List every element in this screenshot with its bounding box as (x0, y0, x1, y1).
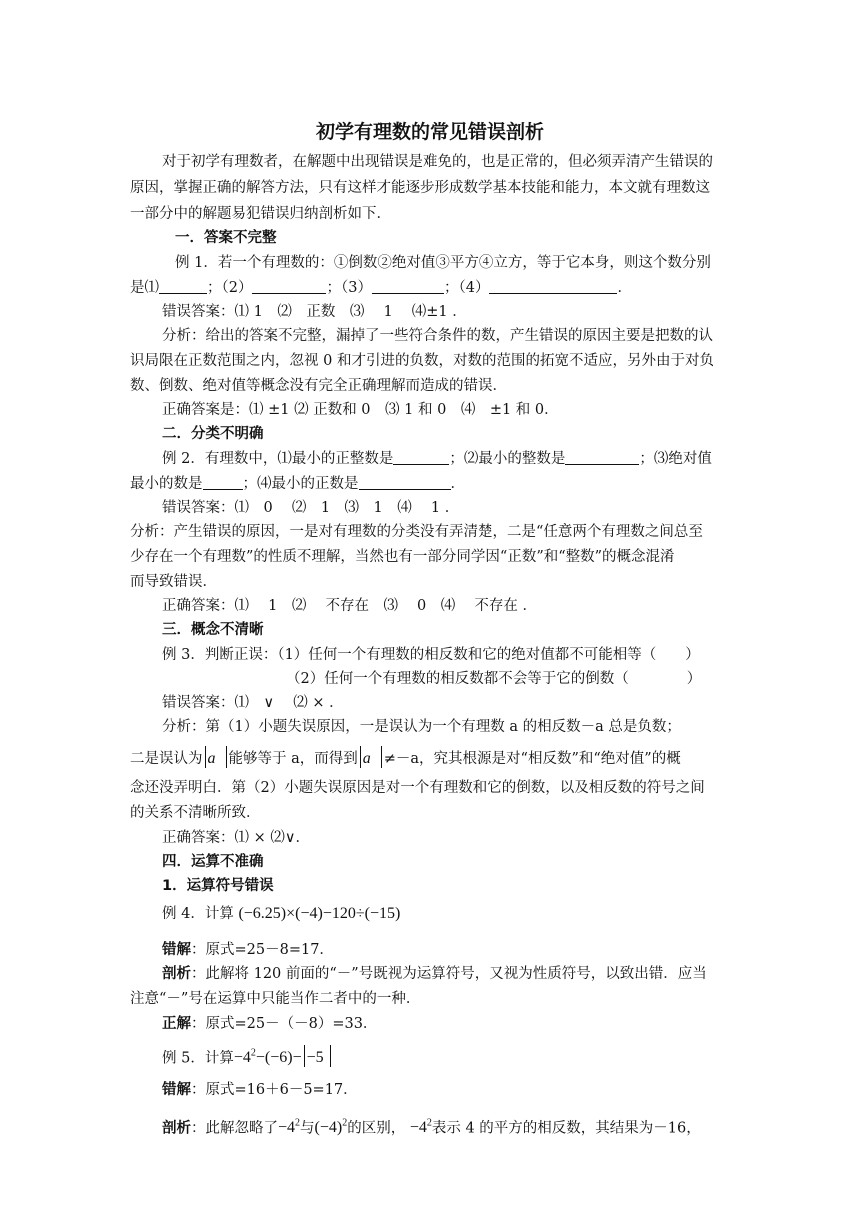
paren-neg4-base: (−4) (314, 1119, 343, 1137)
example-1-part-4: ；（4） (443, 280, 490, 296)
example-3-item-2: （2）任何一个有理数的相反数都不会等于它的倒数（ ） (286, 671, 702, 687)
analysis-label-2: 剖析 (162, 1120, 191, 1137)
answer-blank-1[interactable] (159, 278, 207, 294)
example-4-right-solution (162, 1014, 377, 1034)
example-5-wrong-text: ：原式=16＋6－5=17． (191, 1082, 358, 1098)
expr-exponent: 2 (250, 1048, 256, 1059)
example-1-text: 例 1．若一个有理数的：①倒数②绝对值③平方④立方，等于它本身，则这个数分别 (175, 255, 711, 271)
example-4-wrong-text: ：原式=25－8=17． (191, 942, 334, 958)
intro-line-3: 一部分中的解题易犯错误归纳剖析如下． (130, 206, 391, 222)
answer-blank-3[interactable] (372, 278, 444, 294)
section-3-analysis-1: 分析：第（1）小题失误原因，一是误认为一个有理数 a 的相反数－a 总是负数； (162, 719, 681, 735)
answer-blank-2[interactable] (252, 278, 326, 294)
section-1-analysis-3: 数、倒数、绝对值等概念没有完全正确理解而造成的错误． (130, 378, 507, 394)
neg4-base-2: −4 (409, 1119, 427, 1137)
example-1-part-1: 是⑴ (130, 280, 159, 296)
example-2-part-6: ． (450, 476, 465, 492)
neg4-base: −4 (278, 1119, 296, 1137)
example-5-analysis-part-3: 的区别， (347, 1120, 406, 1137)
example-2-part-3: ；⑶绝对值 (639, 451, 712, 467)
analysis-label: 剖析 (162, 966, 191, 982)
example-1-part-5: ． (617, 280, 632, 296)
intro-line-2: 原因，掌握正确的解答方法，只有这样才能逐步形成数学基本技能和能力，本文就有理数这 (130, 180, 710, 196)
example-5-analysis-part-1: ：此解忽略了 (191, 1120, 278, 1137)
section-2-analysis-3: 而导致错误． (130, 574, 217, 590)
section-2-analysis-2: 少存在一个有理数”的性质不理解，当然也有一部分同学因“正数”和“整数”的概念混淆 (130, 549, 675, 565)
example-5-analysis-part-2: 与 (300, 1120, 315, 1137)
example-5-expression (234, 1049, 333, 1066)
example-2-part-2: ；⑵最小的整数是 (449, 451, 566, 467)
example-4-right-text: ：原式=25－（－8）=33． (191, 1016, 378, 1032)
example-4-expression: (−6.25)×(−4)−120÷(−15) (238, 905, 401, 922)
subsection-1-heading: 1．运算符号错误 (162, 878, 274, 894)
example-2-line-1 (162, 449, 712, 469)
section-3-correct-answer: 正确答案：⑴ × ⑵∨． (162, 830, 310, 846)
section-3-wrong-answer: 错误答案：⑴ ∨ ⑵ × ． (162, 695, 344, 711)
absolute-value-a (203, 750, 229, 767)
answer-blank-8[interactable] (359, 474, 451, 490)
section-1-heading: 一．答案不完整 (175, 230, 277, 246)
example-4-label: 例 4．计算 (162, 906, 234, 922)
example-1-part-2: ；（2） (207, 280, 253, 296)
expr-neg-five: −5 (306, 1049, 324, 1067)
example-4 (162, 904, 400, 924)
section-3-heading: 三．概念不清晰 (162, 622, 264, 638)
wrong-solution-label: 错解 (162, 942, 191, 958)
example-5-analysis (162, 1114, 701, 1138)
right-solution-label: 正解 (162, 1016, 191, 1032)
example-3-item-1: 例 3．判断正误：（1）任何一个有理数的相反数和它的绝对值都不可能相等（ ） (162, 647, 700, 663)
answer-blank-4[interactable] (489, 278, 617, 294)
page-title: 初学有理数的常见错误剖析 (315, 121, 544, 143)
example-4-wrong-solution (162, 940, 334, 960)
answer-blank-6[interactable] (565, 449, 639, 465)
section-1-wrong-answer: 错误答案：⑴ 1 ⑵ 正数 ⑶ 1 ⑷±1 ． (162, 304, 467, 320)
analysis-2-part-3: ≠－a，究其根源是对“相反数”和“绝对值”的概 (383, 751, 681, 767)
neg4-exponent: 2 (295, 1118, 301, 1129)
neg-four-squared (278, 1119, 300, 1136)
example-4-analysis-1 (162, 964, 707, 984)
example-4-analysis-text: ：此解将 120 前面的“－”号既视为运算符号，又视为性质符号，以致出错．应当 (191, 966, 707, 982)
analysis-2-part-2: 能够等于 a，而得到 (228, 751, 358, 767)
section-2-wrong-answer: 错误答案：⑴ 0 ⑵ 1 ⑶ 1 ⑷ 1 ． (162, 500, 460, 516)
example-2-part-4: 最小的数是 (130, 476, 203, 492)
example-5 (162, 1044, 333, 1068)
example-1-part-3: ；（3） (326, 280, 372, 296)
section-1-analysis-2: 识局限在正数范围之内，忽视 0 和才引进的负数，对数的范围的拓宽不适应，另外由于对负 (130, 353, 714, 369)
section-4-heading: 四．运算不准确 (162, 854, 264, 870)
example-1-blanks (130, 278, 632, 298)
expr-neg-four: −4 (233, 1049, 251, 1067)
neg-four-squared-2 (410, 1119, 432, 1136)
example-5-analysis-part-4: 表示 4 的平方的相反数，其结果为－16， (431, 1120, 701, 1137)
absolute-value-a-2 (358, 750, 384, 767)
analysis-2-part-1: 二是误认为 (130, 751, 203, 767)
example-5-wrong-solution (162, 1080, 358, 1100)
section-2-correct-answer: 正确答案：⑴ 1 ⑵ 不存在 ⑶ 0 ⑷ 不存在 ． (162, 598, 537, 614)
section-2-heading: 二．分类不明确 (162, 426, 264, 442)
example-2-part-1: 例 2．有理数中，⑴最小的正整数是 (162, 451, 394, 467)
paren-neg4-exponent: 2 (342, 1118, 348, 1129)
paren-neg-four-squared (315, 1119, 348, 1136)
section-1-correct-answer: 正确答案是：⑴ ±1 ⑵ 正数和 0 ⑶ 1 和 0 ⑷ ±1 和 0． (162, 402, 559, 418)
expr-middle: −(−6)− (255, 1049, 302, 1067)
neg4-exponent-2: 2 (426, 1118, 432, 1129)
wrong-solution-label-2: 错解 (162, 1082, 191, 1098)
answer-blank-5[interactable] (393, 449, 449, 465)
answer-blank-7[interactable] (203, 474, 243, 490)
example-4-analysis-2: 注意“－”号在运算中只能当作二者中的一种． (130, 991, 421, 1007)
section-2-analysis-1: 分析：产生错误的原因，一是对有理数的分类没有弄清楚，二是“任意两个有理数之间总至 (130, 524, 703, 540)
section-3-analysis-2 (130, 746, 681, 769)
section-3-analysis-4: 的关系不清晰所致． (130, 805, 261, 821)
var-a-2: a (362, 750, 371, 767)
intro-line-1: 对于初学有理数者，在解题中出现错误是难免的，也是正常的，但必须弄清产生错误的 (162, 154, 713, 170)
example-2-part-5: ；⑷最小的正数是 (242, 476, 359, 492)
example-2-line-2 (130, 474, 465, 494)
var-a: a (207, 750, 216, 767)
section-3-analysis-3: 念还没弄明白．第（2）小题失误原因是对一个有理数和它的倒数，以及相反数的符号之间 (130, 780, 705, 796)
example-5-label: 例 5．计算 (162, 1050, 234, 1067)
section-1-analysis-1: 分析：给出的答案不完整，漏掉了一些符合条件的数，产生错误的原因主要是把数的认 (162, 328, 713, 344)
